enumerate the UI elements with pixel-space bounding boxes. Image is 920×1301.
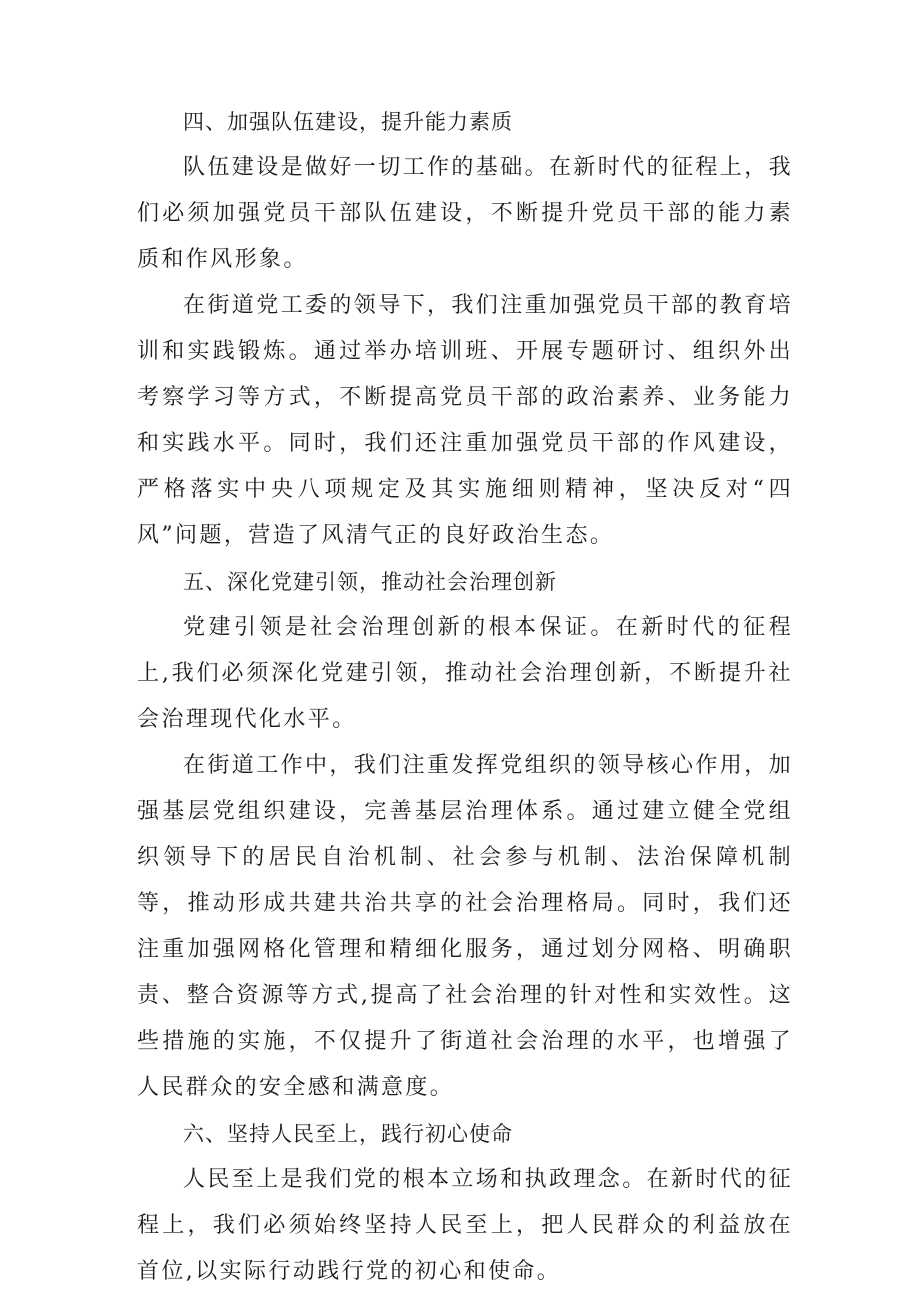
paragraph: 人民至上是我们党的根本立场和执政理念。在新时代的征程上，我们必须始终坚持人民至上，把人民群众的利益放在首位,以实际行动践行党的初心和使命。: [137, 1167, 794, 1284]
section-5: [137, 559, 793, 1111]
paragraph: 在街道党工委的领导下，我们注重加强党员干部的教育培训和实践锻炼。通过举办培训班、开展专题研讨、组织外出考察学习等方式，不断提高党员干部的政治素养、业务能力和实践水平。同时，我们还注重加强党员干部的作风建设，严格落实中央八项规定及其实施细则精神，坚决反对“四风”问题，营造了风清气正的良好政治生态。: [137, 293, 794, 548]
section-heading: 五、深化党建引领，推动社会治理创新: [183, 570, 557, 594]
paragraph: 在街道工作中，我们注重发挥党组织的领导核心作用，加强基层党组织建设，完善基层治理体系。通过建立健全党组织领导下的居民自治机制、社会参与机制、法治保障机制等，推动形成共建共治共享的社会治理格局。同时，我们还注重加强网格化管理和精细化服务，通过划分网格、明确职责、整合资源等方式,提高了社会治理的针对性和实效性。这些措施的实施，不仅提升了街道社会治理的水平，也增强了人民群众的安全感和满意度。: [137, 753, 794, 1100]
paragraph: 队伍建设是做好一切工作的基础。在新时代的征程上，我们必须加强党员干部队伍建设，不断提升党员干部的能力素质和作风形象。: [137, 155, 794, 272]
document-body: [137, 99, 793, 1295]
paragraph: 党建引领是社会治理创新的根本保证。在新时代的征程上,我们必须深化党建引领，推动社会治理创新，不断提升社会治理现代化水平。: [137, 615, 793, 732]
section-heading: 四、加强队伍建设，提升能力素质: [183, 110, 513, 134]
section-6: [137, 1111, 793, 1295]
section-heading: 六、坚持人民至上，践行初心使命: [183, 1122, 513, 1146]
section-4: [137, 99, 793, 559]
